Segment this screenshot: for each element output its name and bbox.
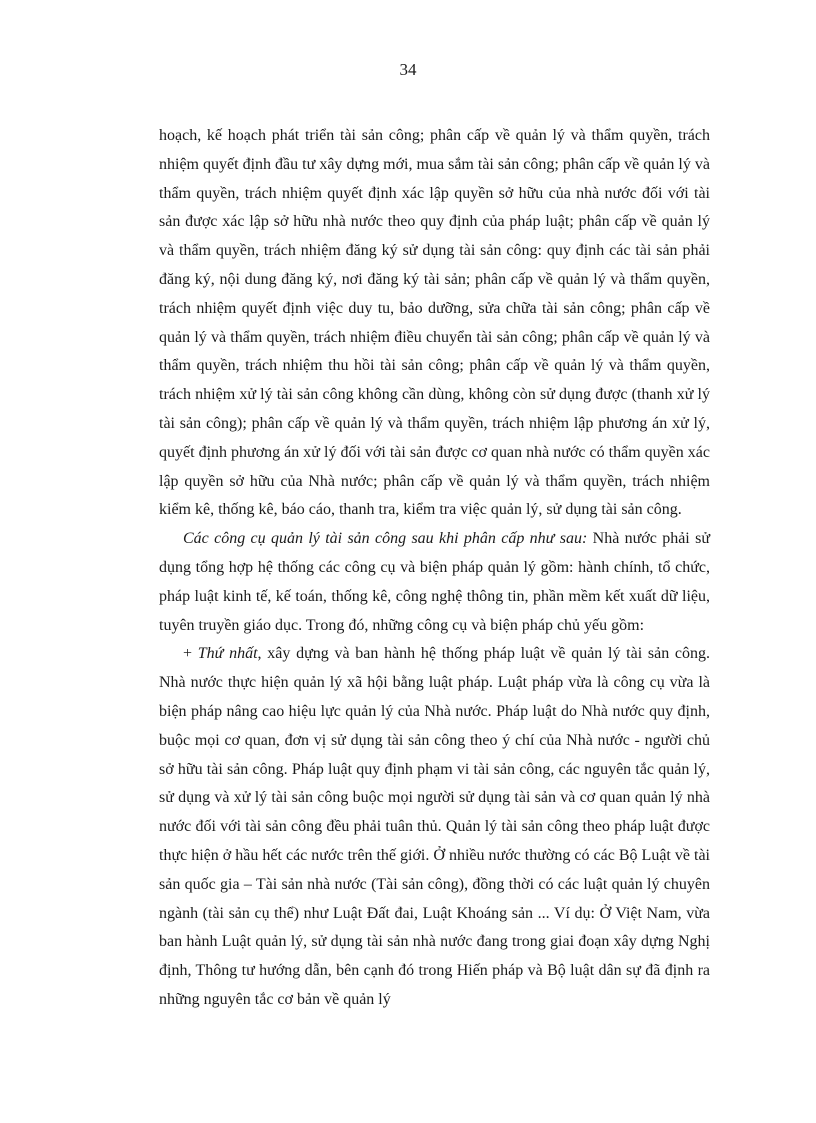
italic-lead-in: Các công cụ quản lý tài sản công sau khi phân cấp như sau: [183,530,588,548]
paragraph-management-tools [159,525,710,640]
paragraph-text: , xây dựng và ban hành hệ thống pháp luật về quản lý tài sản công. Nhà nước thực hiện quản lý xã hội bằng luật pháp. Luật pháp vừa là công cụ vừa là biện pháp nâng cao hiệu lực quản lý của Nhà nước. Pháp luật do Nhà nước quy định, buộc mọi cơ quan, đơn vị sử dụng tài sản công theo ý chí của Nhà nước - người chủ sở hữu tài sản công. Pháp luật quy định phạm vi tài sản công, các nguyên tắc quản lý, sử dụng và xử lý tài sản công buộc mọi người sử dụng tài sản và cơ quan quản lý nhà nước đối với tài sản công đều phải tuân thủ. Quản lý tài sản công theo pháp luật được thực hiện ở hầu hết các nước trên thế giới. Ở nhiều nước thường có các Bộ Luật về tài sản quốc gia – Tài sản nhà nước (Tài sản công), đồng thời có các luật quản lý chuyên ngành (tài sản cụ thể) như Luật Đất đai, Luật Khoáng sản ... Ví dụ: Ở Việt Nam, vừa ban hành Luật quản lý, sử dụng tài sản nhà nước đang trong giai đoạn xây dựng Nghị định, Thông tư hướng dẫn, bên cạnh đó trong Hiến pháp và Bộ luật dân sự đã định ra những nguyên tắc cơ bản về quản lý [159,645,711,1008]
body-text [159,122,710,1015]
paragraph-text: Nhà nước phải sử dụng tổng hợp hệ thống các công cụ và biện pháp quản lý gồm: hành chính, tổ chức, pháp luật kinh tế, kế toán, thống kê, công nghệ thông tin, phần mềm kết xuất dữ liệu, tuyên truyền giáo dục. Trong đó, những công cụ và biện pháp chủ yếu gồm: [159,530,710,634]
italic-lead-in: Thứ nhất [197,645,258,663]
page-number: 34 [399,60,417,79]
paragraph-first-tool [159,640,710,1014]
bullet-prefix: + [183,645,198,663]
paragraph-text: hoạch, kế hoạch phát triển tài sản công; phân cấp về quản lý và thẩm quyền, trách nhiệm quyết định đầu tư xây dựng mới, mua sắm tài sản công; phân cấp về quản lý và thẩm quyền, trách nhiệm quyết định xác lập quyền sở hữu của nhà nước đối với tài sản được xác lập sở hữu nhà nước theo quy định của pháp luật; phân cấp về quản lý và thẩm quyền, trách nhiệm đăng ký sử dụng tài sản công: quy định các tài sản phải đăng ký, nội dung đăng ký, nơi đăng ký tài sản; phân cấp về quản lý và thẩm quyền, trách nhiệm quyết định việc duy tu, bảo dưỡng, sửa chữa tài sản công; phân cấp về quản lý và thẩm quyền, trách nhiệm điều chuyển tài sản công; phân cấp về quản lý và thẩm quyền, trách nhiệm thu hồi tài sản công; phân cấp về quản lý và thẩm quyền, trách nhiệm xử lý tài sản công không cần dùng, không còn sử dụng được (thanh xử lý tài sản công); phân cấp về quản lý và thẩm quyền, trách nhiệm lập phương án xử lý, quyết định phương án xử lý đối với tài sản được cơ quan nhà nước có thẩm quyền xác lập quyền sở hữu của Nhà nước; phân cấp về quản lý và thẩm quyền, trách nhiệm kiểm kê, thống kê, báo cáo, thanh tra, kiểm tra việc quản lý, sử dụng tài sản công. [159,127,710,519]
paragraph-decentralization [159,122,710,525]
